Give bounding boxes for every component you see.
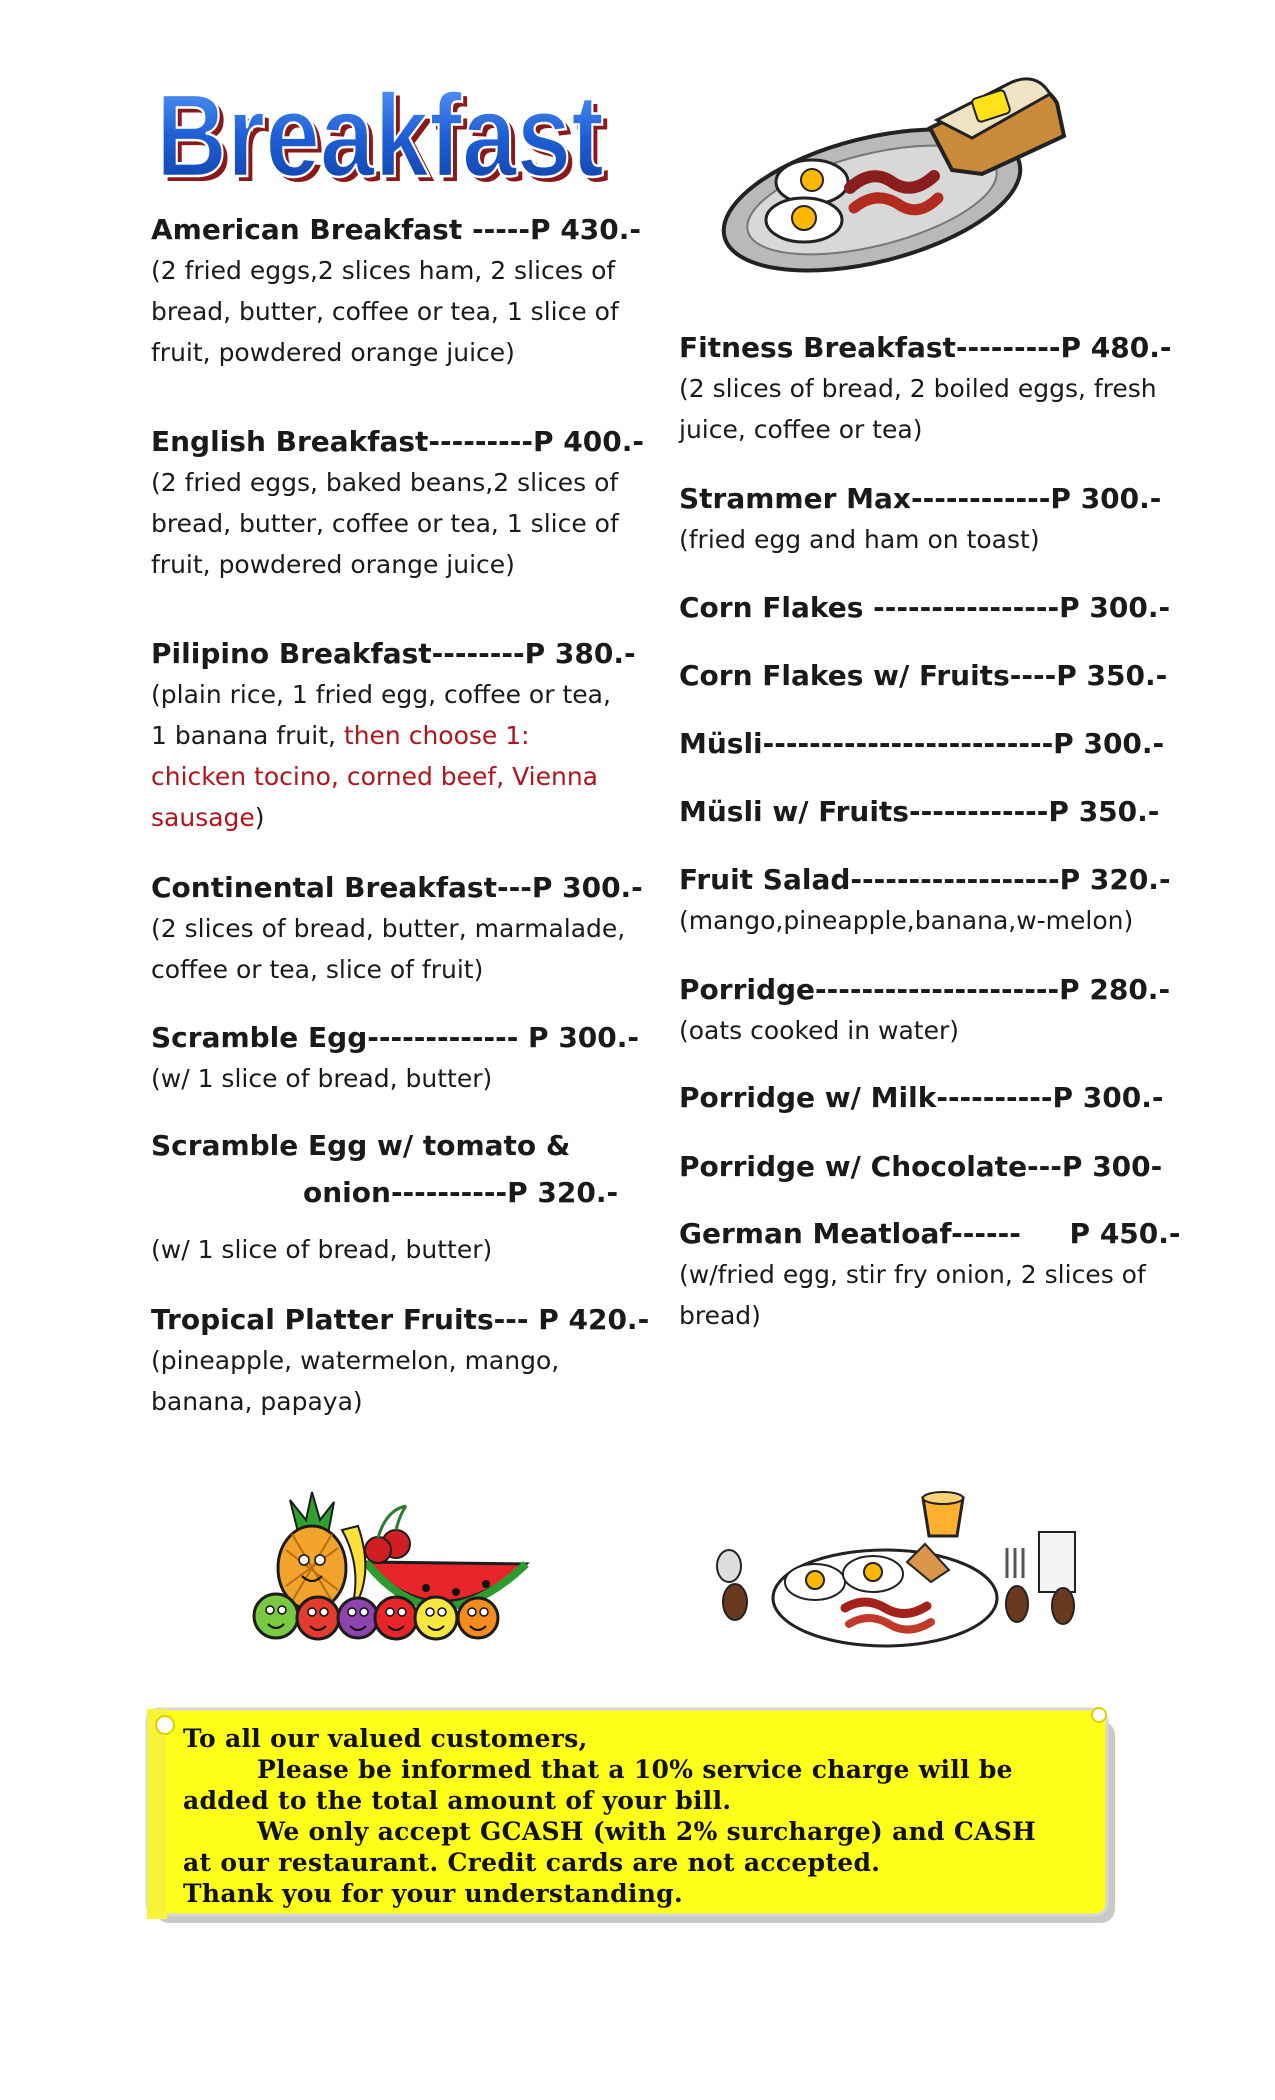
menu-item-name: Tropical Platter Fruits--- P 420.- bbox=[151, 1303, 650, 1336]
menu-item-choice-text: then choose 1: chicken tocino, corned beef, Vienna sausage bbox=[151, 721, 598, 832]
menu-item-name: Scramble Egg w/ tomato & bbox=[151, 1129, 571, 1162]
menu-item-porridge-milk bbox=[679, 1078, 1164, 1118]
menu-item-description: (fried egg and ham on toast) bbox=[679, 525, 1040, 554]
breakfast-plate-icon bbox=[712, 58, 1088, 280]
menu-item-name: Müsli w/ Fruits------------P 350.- bbox=[679, 795, 1160, 828]
menu-item-name: Scramble Egg------------- P 300.- bbox=[151, 1021, 640, 1054]
menu-item-description: (pineapple, watermelon, mango, banana, papaya) bbox=[151, 1346, 560, 1416]
menu-item-american-breakfast bbox=[151, 210, 642, 373]
menu-item-name: Fruit Salad------------------P 320.- bbox=[679, 863, 1171, 896]
menu-item-fitness-breakfast bbox=[679, 328, 1172, 450]
notice-line: at our restaurant. Credit cards are not accepted. bbox=[183, 1848, 881, 1877]
menu-item-name: Fitness Breakfast---------P 480.- bbox=[679, 331, 1172, 364]
page-title bbox=[150, 58, 610, 188]
page-title-shadow: Breakfast bbox=[161, 75, 609, 188]
menu-item-porridge-chocolate bbox=[679, 1147, 1163, 1187]
menu-item-name: Continental Breakfast---P 300.- bbox=[151, 871, 643, 904]
menu-item-name: Porridge w/ Milk----------P 300.- bbox=[679, 1081, 1164, 1114]
menu-item-name: English Breakfast---------P 400.- bbox=[151, 425, 644, 458]
fruit-characters-icon bbox=[246, 1490, 536, 1644]
menu-item-english-breakfast bbox=[151, 422, 644, 585]
menu-item-description: (mango,pineapple,banana,w-melon) bbox=[679, 906, 1134, 935]
menu-item-strammer-max bbox=[679, 479, 1162, 560]
menu-item-description-end: ) bbox=[254, 803, 265, 832]
menu-item-name: Corn Flakes w/ Fruits----P 350.- bbox=[679, 659, 1168, 692]
menu-item-fruit-salad bbox=[679, 860, 1171, 941]
notice-line: To all our valued customers, bbox=[183, 1724, 588, 1753]
menu-item-description: (2 slices of bread, butter, marmalade, coffee or tea, slice of fruit) bbox=[151, 914, 626, 984]
menu-item-continental-breakfast bbox=[151, 868, 643, 990]
menu-item-name-continued: onion----------P 320.- bbox=[303, 1176, 619, 1209]
page-title-text: Breakfast bbox=[156, 70, 604, 188]
notice-text bbox=[183, 1723, 1103, 1909]
menu-item-description bbox=[151, 674, 631, 838]
menu-item-name: Porridge w/ Chocolate---P 300- bbox=[679, 1150, 1163, 1183]
menu-item-description: (oats cooked in water) bbox=[679, 1016, 959, 1045]
menu-item-name: Corn Flakes ----------------P 300.- bbox=[679, 591, 1171, 624]
menu-item-description: (w/fried egg, stir fry onion, 2 slices of bread) bbox=[679, 1260, 1146, 1330]
menu-item-description: (w/ 1 slice of bread, butter) bbox=[151, 1064, 493, 1093]
breakfast-place-setting-icon bbox=[695, 1478, 1080, 1658]
notice-line: Please be informed that a 10% service charge will be bbox=[257, 1755, 1013, 1784]
menu-item-description: (2 slices of bread, 2 boiled eggs, fresh juice, coffee or tea) bbox=[679, 374, 1157, 444]
menu-item-german-meatloaf bbox=[679, 1214, 1181, 1336]
menu-item-description: (2 fried eggs, baked beans,2 slices of bread, butter, coffee or tea, 1 slice of fruit, powdered orange juice) bbox=[151, 468, 619, 579]
menu-item-name: Strammer Max------------P 300.- bbox=[679, 482, 1162, 515]
notice-line: Thank you for your understanding. bbox=[183, 1879, 683, 1908]
menu-item-pilipino-breakfast bbox=[151, 634, 636, 838]
menu-item-name: Porridge---------------------P 280.- bbox=[679, 973, 1171, 1006]
menu-item-porridge bbox=[679, 970, 1171, 1051]
menu-item-corn-flakes-fruits bbox=[679, 656, 1168, 696]
menu-item-name: German Meatloaf------ P 450.- bbox=[679, 1217, 1181, 1250]
menu-item-name: Pilipino Breakfast--------P 380.- bbox=[151, 637, 636, 670]
menu-item-musli-fruits bbox=[679, 792, 1159, 832]
notice-line: added to the total amount of your bill. bbox=[183, 1786, 732, 1815]
notice-line: We only accept GCASH (with 2% surcharge) and CASH bbox=[257, 1817, 1036, 1846]
menu-item-musli bbox=[679, 724, 1165, 764]
menu-item-scramble-egg bbox=[151, 1018, 640, 1099]
menu-item-name: American Breakfast -----P 430.- bbox=[151, 213, 642, 246]
menu-item-scramble-egg-tomato-onion bbox=[151, 1126, 631, 1270]
menu-item-name: Müsli-------------------------P 300.- bbox=[679, 727, 1165, 760]
menu-item-description: (2 fried eggs,2 slices ham, 2 slices of bread, butter, coffee or tea, 1 slice of fruit, powdered orange juice) bbox=[151, 256, 619, 367]
menu-item-description: (w/ 1 slice of bread, butter) bbox=[151, 1235, 493, 1264]
menu-item-corn-flakes bbox=[679, 588, 1171, 628]
notice-box bbox=[143, 1705, 1121, 1927]
menu-item-tropical-platter-fruits bbox=[151, 1300, 650, 1422]
menu-item-description-text: (plain rice, 1 fried egg, coffee or tea, 1 banana fruit, bbox=[151, 680, 611, 750]
